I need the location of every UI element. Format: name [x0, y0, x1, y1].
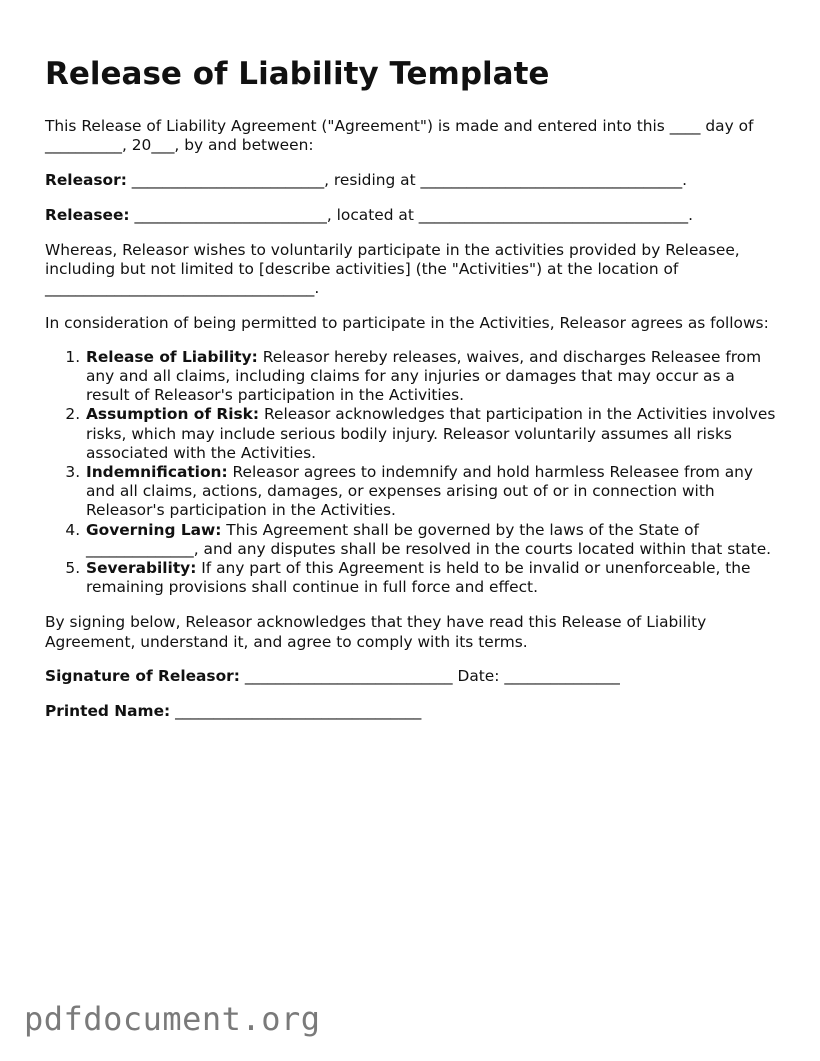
releasee-fields: _________________________, located at ___________________________________.	[129, 205, 693, 224]
releasor-line	[45, 171, 780, 190]
printed-name-line	[45, 702, 780, 721]
clause-heading: Governing Law:	[86, 520, 222, 539]
releasee-line	[45, 206, 780, 225]
clause-text: This Agreement shall be governed by the laws of the State of ______________, and any disputes shall be resolved in the courts located within that state.	[86, 520, 772, 558]
signature-label: Signature of Releasor:	[45, 666, 240, 685]
consideration-paragraph: In consideration of being permitted to participate in the Activities, Releasor agrees as follows:	[45, 313, 769, 332]
signing-paragraph: By signing below, Releasor acknowledges that they have read this Release of Liability Agreement, understand it, and agree to comply with its terms.	[45, 613, 707, 651]
clause-text: If any part of this Agreement is held to be invalid or unenforceable, the remaining provisions shall continue in full force and effect.	[86, 559, 751, 597]
releasor-label: Releasor:	[45, 170, 127, 189]
releasee-label: Releasee:	[45, 205, 130, 224]
signature-line	[45, 667, 780, 686]
clause-item	[85, 559, 780, 597]
whereas-paragraph: Whereas, Releasor wishes to voluntarily participate in the activities provided by Releasee, including but not limited to [describe activities] (the "Activities") at the location of ___________________________________.	[45, 241, 740, 298]
intro-paragraph: This Release of Liability Agreement ("Agreement") is made and entered into this ____ day of __________, 20___, by and between:	[45, 117, 754, 155]
watermark: pdfdocument.org	[24, 1000, 321, 1038]
printed-name-field: ________________________________	[170, 702, 422, 721]
clause-heading: Release of Liability:	[86, 347, 258, 366]
printed-name-label: Printed Name:	[45, 702, 171, 721]
clause-item	[85, 405, 780, 463]
releasor-fields: _________________________, residing at __________________________________.	[126, 170, 688, 189]
clause-text: Releasor hereby releases, waives, and discharges Releasee from any and all claims, including claims for any injuries or damages that may occur as a result of Releasor's participation in the Activities.	[86, 347, 762, 405]
clause-heading: Severability:	[86, 559, 197, 578]
clause-text: Releasor acknowledges that participation in the Activities involves risks, which may include serious bodily injury. Releasor voluntarily assumes all risks associated with the Activities.	[86, 405, 776, 462]
clause-heading: Assumption of Risk:	[86, 405, 260, 424]
clause-heading: Indemnification:	[86, 463, 228, 482]
clause-text: Releasor agrees to indemnify and hold harmless Releasee from any and all claims, actions, damages, or expenses arising out of or in connection with Releasor's participation in the Activities.	[86, 463, 754, 520]
document-title: Release of Liability Template	[45, 56, 550, 92]
clause-item	[85, 521, 780, 559]
clause-list	[45, 348, 780, 598]
clause-item	[85, 463, 780, 521]
document-page	[45, 56, 780, 737]
clause-item	[85, 348, 780, 406]
signature-fields: ___________________________ Date: _______________	[239, 666, 620, 685]
